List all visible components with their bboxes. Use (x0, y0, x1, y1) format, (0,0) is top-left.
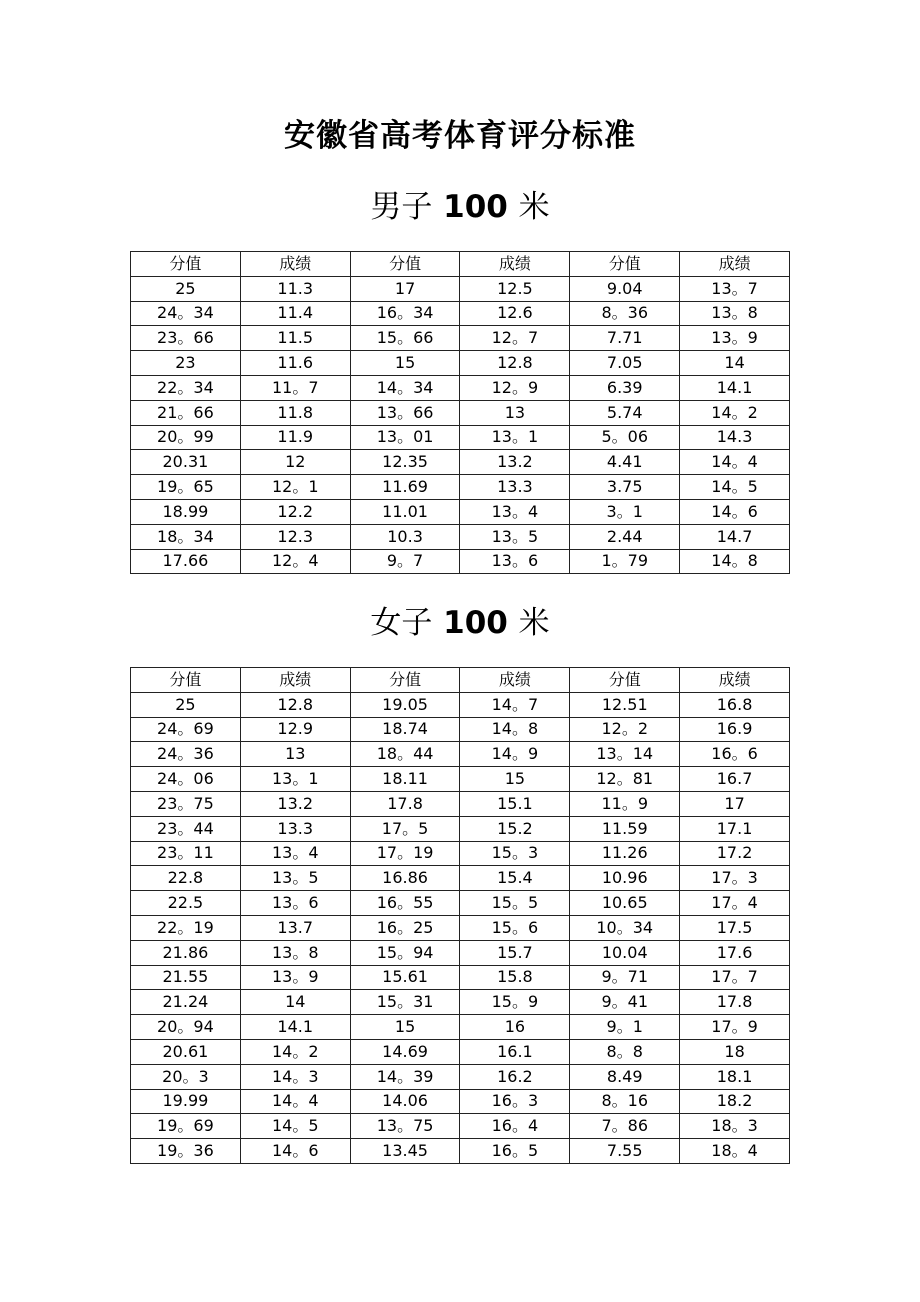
male-section-name: 男子 (370, 189, 433, 225)
table-row (131, 524, 790, 549)
score-points-cell: 8。16 (570, 1089, 680, 1114)
score-points-cell: 21.86 (131, 940, 241, 965)
score-points-cell: 13。01 (350, 425, 460, 450)
time-result-cell: 14。6 (240, 1139, 350, 1164)
score-points-cell: 11.59 (570, 816, 680, 841)
score-points-cell: 12。81 (570, 767, 680, 792)
score-points-cell: 11.01 (350, 499, 460, 524)
score-points-cell: 25 (131, 692, 241, 717)
header-cell: 成绩 (460, 252, 570, 277)
table-row (131, 891, 790, 916)
header-cell: 成绩 (240, 668, 350, 693)
male-table-header (131, 252, 790, 277)
table-row (131, 549, 790, 574)
time-result-cell: 14.1 (680, 375, 790, 400)
score-points-cell: 16.86 (350, 866, 460, 891)
table-row (131, 375, 790, 400)
table-row (131, 990, 790, 1015)
score-points-cell: 18.11 (350, 767, 460, 792)
score-points-cell: 15 (350, 1015, 460, 1040)
score-points-cell: 18.74 (350, 717, 460, 742)
score-points-cell: 21.55 (131, 965, 241, 990)
header-cell: 分值 (570, 668, 680, 693)
male-100m-score-table (130, 251, 790, 574)
time-result-cell: 17.5 (680, 915, 790, 940)
time-result-cell: 17。7 (680, 965, 790, 990)
table-row (131, 717, 790, 742)
score-points-cell: 4.41 (570, 450, 680, 475)
header-cell: 分值 (350, 252, 460, 277)
score-points-cell: 20.61 (131, 1039, 241, 1064)
header-cell: 成绩 (240, 252, 350, 277)
time-result-cell: 17.2 (680, 841, 790, 866)
time-result-cell: 18。4 (680, 1139, 790, 1164)
time-result-cell: 15。9 (460, 990, 570, 1015)
time-result-cell: 13。5 (240, 866, 350, 891)
score-points-cell: 16。25 (350, 915, 460, 940)
score-points-cell: 10。34 (570, 915, 680, 940)
time-result-cell: 13.3 (460, 475, 570, 500)
score-points-cell: 23。75 (131, 791, 241, 816)
score-points-cell: 22.8 (131, 866, 241, 891)
table-row (131, 1114, 790, 1139)
score-points-cell: 17。5 (350, 816, 460, 841)
table-row (131, 326, 790, 351)
score-points-cell: 22。19 (131, 915, 241, 940)
table-row (131, 1064, 790, 1089)
table-row (131, 1039, 790, 1064)
score-points-cell: 10.3 (350, 524, 460, 549)
time-result-cell: 12.6 (460, 301, 570, 326)
table-row (131, 400, 790, 425)
time-result-cell: 18 (680, 1039, 790, 1064)
score-points-cell: 21。66 (131, 400, 241, 425)
time-result-cell: 16。3 (460, 1089, 570, 1114)
time-result-cell: 16.7 (680, 767, 790, 792)
score-points-cell: 16。34 (350, 301, 460, 326)
table-row (131, 450, 790, 475)
score-points-cell: 5。06 (570, 425, 680, 450)
time-result-cell: 11.3 (240, 276, 350, 301)
time-result-cell: 12.5 (460, 276, 570, 301)
score-points-cell: 17.66 (131, 549, 241, 574)
score-points-cell: 2.44 (570, 524, 680, 549)
score-points-cell: 14。39 (350, 1064, 460, 1089)
male-header-row (131, 252, 790, 277)
document-title: 安徽省高考体育评分标准 (284, 118, 636, 154)
table-row (131, 965, 790, 990)
time-result-cell: 17.1 (680, 816, 790, 841)
score-points-cell: 18。44 (350, 742, 460, 767)
score-points-cell: 15.61 (350, 965, 460, 990)
table-row (131, 1089, 790, 1114)
time-result-cell: 12。4 (240, 549, 350, 574)
score-points-cell: 24。34 (131, 301, 241, 326)
score-points-cell: 19.05 (350, 692, 460, 717)
time-result-cell: 12。1 (240, 475, 350, 500)
time-result-cell: 18。3 (680, 1114, 790, 1139)
time-result-cell: 13.2 (460, 450, 570, 475)
time-result-cell: 11。7 (240, 375, 350, 400)
score-points-cell: 20.31 (131, 450, 241, 475)
time-result-cell: 12.9 (240, 717, 350, 742)
female-table-header (131, 668, 790, 693)
table-row (131, 767, 790, 792)
time-result-cell: 16。4 (460, 1114, 570, 1139)
time-result-cell: 14。8 (680, 549, 790, 574)
time-result-cell: 12 (240, 450, 350, 475)
time-result-cell: 14。8 (460, 717, 570, 742)
score-points-cell: 12。2 (570, 717, 680, 742)
score-points-cell: 22。34 (131, 375, 241, 400)
score-points-cell: 13。75 (350, 1114, 460, 1139)
time-result-cell: 14。2 (240, 1039, 350, 1064)
header-cell: 分值 (131, 668, 241, 693)
score-points-cell: 10.65 (570, 891, 680, 916)
male-unit: 米 (518, 189, 550, 225)
score-points-cell: 10.04 (570, 940, 680, 965)
time-result-cell: 16.2 (460, 1064, 570, 1089)
score-points-cell: 9。7 (350, 549, 460, 574)
table-row (131, 276, 790, 301)
score-points-cell: 14.69 (350, 1039, 460, 1064)
score-points-cell: 11.26 (570, 841, 680, 866)
time-result-cell: 11.6 (240, 351, 350, 376)
table-row (131, 742, 790, 767)
time-result-cell: 15.4 (460, 866, 570, 891)
time-result-cell: 16.9 (680, 717, 790, 742)
score-points-cell: 23。44 (131, 816, 241, 841)
score-points-cell: 8。8 (570, 1039, 680, 1064)
time-result-cell: 16。5 (460, 1139, 570, 1164)
score-points-cell: 8。36 (570, 301, 680, 326)
score-points-cell: 19。65 (131, 475, 241, 500)
score-points-cell: 3.75 (570, 475, 680, 500)
score-points-cell: 3。1 (570, 499, 680, 524)
score-points-cell: 17 (350, 276, 460, 301)
female-table-body (131, 692, 790, 1163)
score-points-cell: 17。19 (350, 841, 460, 866)
score-points-cell: 22.5 (131, 891, 241, 916)
score-points-cell: 9.04 (570, 276, 680, 301)
score-points-cell: 19。69 (131, 1114, 241, 1139)
time-result-cell: 15.8 (460, 965, 570, 990)
female-100m-score-table (130, 667, 790, 1164)
time-result-cell: 11.9 (240, 425, 350, 450)
score-points-cell: 24。06 (131, 767, 241, 792)
table-row (131, 425, 790, 450)
time-result-cell: 13。4 (240, 841, 350, 866)
table-row (131, 499, 790, 524)
table-row (131, 1139, 790, 1164)
score-points-cell: 18。34 (131, 524, 241, 549)
female-header-row (131, 668, 790, 693)
score-points-cell: 12.51 (570, 692, 680, 717)
time-result-cell: 17 (680, 791, 790, 816)
time-result-cell: 14。4 (240, 1089, 350, 1114)
time-result-cell: 15.1 (460, 791, 570, 816)
time-result-cell: 13 (460, 400, 570, 425)
time-result-cell: 16.8 (680, 692, 790, 717)
score-points-cell: 15。31 (350, 990, 460, 1015)
score-points-cell: 8.49 (570, 1064, 680, 1089)
time-result-cell: 13。5 (460, 524, 570, 549)
time-result-cell: 13。9 (680, 326, 790, 351)
female-section-name: 女子 (370, 605, 433, 641)
score-points-cell: 23 (131, 351, 241, 376)
time-result-cell: 13。8 (240, 940, 350, 965)
table-row (131, 940, 790, 965)
header-cell: 分值 (570, 252, 680, 277)
time-result-cell: 15.7 (460, 940, 570, 965)
score-points-cell: 15。66 (350, 326, 460, 351)
time-result-cell: 13.3 (240, 816, 350, 841)
score-points-cell: 19.99 (131, 1089, 241, 1114)
score-points-cell: 14.06 (350, 1089, 460, 1114)
score-points-cell: 24。36 (131, 742, 241, 767)
time-result-cell: 13。6 (240, 891, 350, 916)
time-result-cell: 14.7 (680, 524, 790, 549)
time-result-cell: 11.4 (240, 301, 350, 326)
score-points-cell: 7.05 (570, 351, 680, 376)
time-result-cell: 12.8 (240, 692, 350, 717)
time-result-cell: 11.8 (240, 400, 350, 425)
score-points-cell: 20。99 (131, 425, 241, 450)
table-row (131, 301, 790, 326)
time-result-cell: 16。6 (680, 742, 790, 767)
time-result-cell: 13。1 (460, 425, 570, 450)
time-result-cell: 12。9 (460, 375, 570, 400)
time-result-cell: 14 (240, 990, 350, 1015)
time-result-cell: 14。9 (460, 742, 570, 767)
time-result-cell: 15。6 (460, 915, 570, 940)
score-points-cell: 23。11 (131, 841, 241, 866)
time-result-cell: 14。4 (680, 450, 790, 475)
score-points-cell: 11.69 (350, 475, 460, 500)
score-points-cell: 12.35 (350, 450, 460, 475)
time-result-cell: 14。2 (680, 400, 790, 425)
time-result-cell: 13。8 (680, 301, 790, 326)
time-result-cell: 16 (460, 1015, 570, 1040)
score-points-cell: 20。3 (131, 1064, 241, 1089)
time-result-cell: 12.8 (460, 351, 570, 376)
score-points-cell: 9。41 (570, 990, 680, 1015)
time-result-cell: 18.1 (680, 1064, 790, 1089)
score-points-cell: 13.45 (350, 1139, 460, 1164)
table-row (131, 351, 790, 376)
table-row (131, 841, 790, 866)
score-points-cell: 17.8 (350, 791, 460, 816)
score-points-cell: 1。79 (570, 549, 680, 574)
time-result-cell: 14。6 (680, 499, 790, 524)
score-points-cell: 6.39 (570, 375, 680, 400)
table-row (131, 866, 790, 891)
score-points-cell: 21.24 (131, 990, 241, 1015)
score-points-cell: 7.71 (570, 326, 680, 351)
time-result-cell: 14。7 (460, 692, 570, 717)
time-result-cell: 14。3 (240, 1064, 350, 1089)
table-row (131, 816, 790, 841)
male-100m-heading (0, 187, 920, 227)
score-points-cell: 19。36 (131, 1139, 241, 1164)
score-points-cell: 16。55 (350, 891, 460, 916)
score-points-cell: 15。94 (350, 940, 460, 965)
table-row (131, 915, 790, 940)
time-result-cell: 13。4 (460, 499, 570, 524)
time-result-cell: 15。3 (460, 841, 570, 866)
time-result-cell: 15 (460, 767, 570, 792)
score-points-cell: 13。14 (570, 742, 680, 767)
table-row (131, 1015, 790, 1040)
time-result-cell: 14.3 (680, 425, 790, 450)
time-result-cell: 13。9 (240, 965, 350, 990)
header-cell: 成绩 (460, 668, 570, 693)
male-table-body (131, 276, 790, 574)
score-points-cell: 18.99 (131, 499, 241, 524)
header-cell: 分值 (131, 252, 241, 277)
time-result-cell: 16.1 (460, 1039, 570, 1064)
header-cell: 成绩 (680, 252, 790, 277)
female-distance: 100 (443, 605, 508, 641)
time-result-cell: 15.2 (460, 816, 570, 841)
time-result-cell: 13.2 (240, 791, 350, 816)
score-points-cell: 9。71 (570, 965, 680, 990)
time-result-cell: 12.3 (240, 524, 350, 549)
time-result-cell: 14 (680, 351, 790, 376)
time-result-cell: 13。1 (240, 767, 350, 792)
score-points-cell: 23。66 (131, 326, 241, 351)
table-row (131, 692, 790, 717)
time-result-cell: 17。4 (680, 891, 790, 916)
score-points-cell: 5.74 (570, 400, 680, 425)
time-result-cell: 17.6 (680, 940, 790, 965)
time-result-cell: 12。7 (460, 326, 570, 351)
time-result-cell: 18.2 (680, 1089, 790, 1114)
time-result-cell: 17。9 (680, 1015, 790, 1040)
table-row (131, 475, 790, 500)
score-points-cell: 14。34 (350, 375, 460, 400)
time-result-cell: 13 (240, 742, 350, 767)
score-points-cell: 7.55 (570, 1139, 680, 1164)
time-result-cell: 13。6 (460, 549, 570, 574)
table-row (131, 791, 790, 816)
time-result-cell: 15。5 (460, 891, 570, 916)
time-result-cell: 17.8 (680, 990, 790, 1015)
score-points-cell: 25 (131, 276, 241, 301)
score-points-cell: 7。86 (570, 1114, 680, 1139)
time-result-cell: 13。7 (680, 276, 790, 301)
male-distance: 100 (443, 189, 508, 225)
time-result-cell: 17。3 (680, 866, 790, 891)
time-result-cell: 11.5 (240, 326, 350, 351)
female-100m-heading (0, 603, 920, 643)
time-result-cell: 14。5 (680, 475, 790, 500)
score-points-cell: 13。66 (350, 400, 460, 425)
score-points-cell: 20。94 (131, 1015, 241, 1040)
header-cell: 分值 (350, 668, 460, 693)
score-points-cell: 24。69 (131, 717, 241, 742)
score-points-cell: 9。1 (570, 1015, 680, 1040)
header-cell: 成绩 (680, 668, 790, 693)
female-unit: 米 (518, 605, 550, 641)
score-points-cell: 11。9 (570, 791, 680, 816)
time-result-cell: 12.2 (240, 499, 350, 524)
score-points-cell: 15 (350, 351, 460, 376)
time-result-cell: 14。5 (240, 1114, 350, 1139)
time-result-cell: 14.1 (240, 1015, 350, 1040)
score-points-cell: 10.96 (570, 866, 680, 891)
time-result-cell: 13.7 (240, 915, 350, 940)
